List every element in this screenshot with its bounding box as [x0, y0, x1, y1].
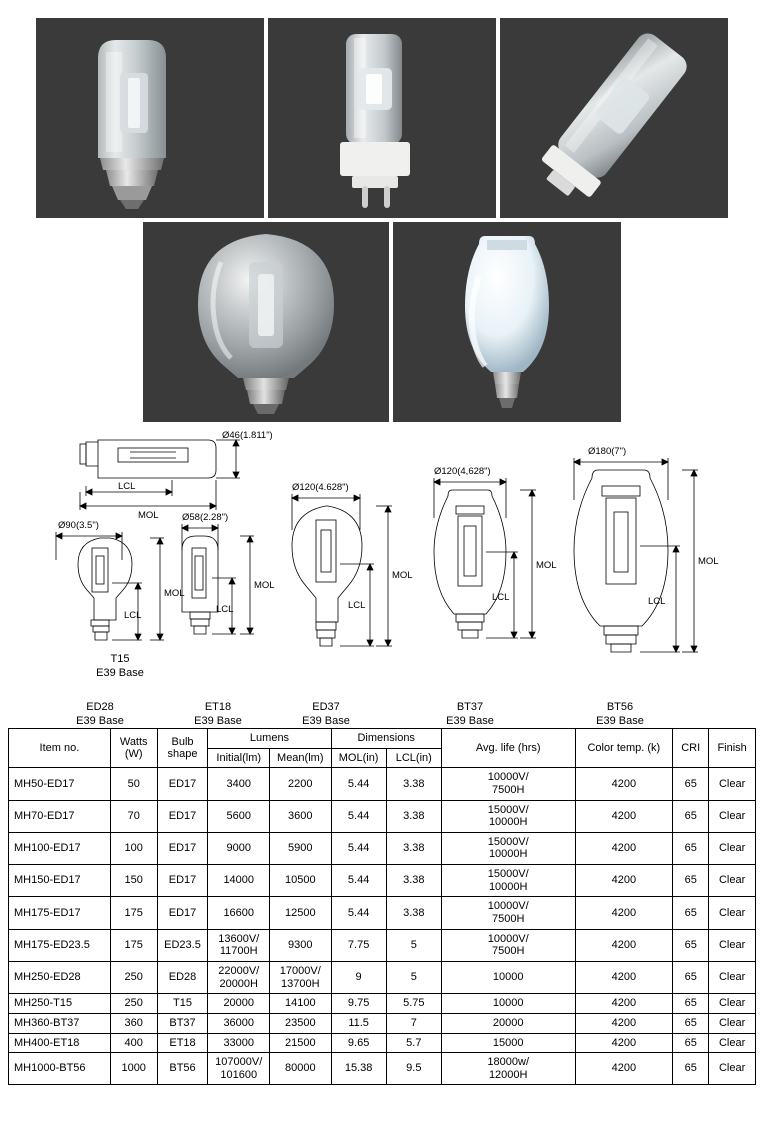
cell-life: 15000V/ 10000H: [441, 832, 575, 864]
cell-finish: Clear: [709, 961, 756, 993]
cell-watts: 150: [110, 865, 157, 897]
diagram-dim-lcl-ed37: LCL: [348, 600, 366, 611]
diagram-dim-lcl-bt56: LCL: [648, 596, 666, 607]
cell-mean: 10500: [270, 865, 332, 897]
spec-table-header-row-1: [9, 729, 756, 749]
photo-metal-halide-bt56-coated-lamp: [393, 222, 621, 422]
cell-finish: Clear: [709, 1013, 756, 1033]
cell-finish: Clear: [709, 1053, 756, 1085]
cell-finish: Clear: [709, 897, 756, 929]
cell-finish: Clear: [709, 929, 756, 961]
cell-lcl: 3.38: [386, 832, 441, 864]
cell-finish: Clear: [709, 865, 756, 897]
cell-bulb: T15: [157, 994, 208, 1014]
cell-initial: 9000: [208, 832, 270, 864]
diagram-dim-lcl-t15: LCL: [118, 481, 136, 492]
cell-lcl: 7: [386, 1013, 441, 1033]
cell-mean: 9300: [270, 929, 332, 961]
table-row: [9, 961, 756, 993]
cell-lcl: 3.38: [386, 768, 441, 800]
diagram-diameter-ed28: Ø90(3.5"): [58, 520, 99, 531]
diagram-shape-ed37: [292, 494, 392, 646]
cell-lcl: 5: [386, 961, 441, 993]
table-row: [9, 897, 756, 929]
header-finish: Finish: [709, 729, 756, 768]
diagram-label-et18: ET18: [204, 701, 232, 713]
cell-cri: 65: [673, 832, 709, 864]
header-lcl-in: LCL(in): [386, 748, 441, 768]
cell-lcl: 3.38: [386, 865, 441, 897]
cell-bulb: BT37: [157, 1013, 208, 1033]
cell-bulb: ED17: [157, 832, 208, 864]
cell-lcl: 5.7: [386, 1033, 441, 1053]
diagram-shape-et18: [182, 524, 254, 634]
spec-table: [8, 728, 756, 1085]
cell-mean: 21500: [270, 1033, 332, 1053]
diagram-shape-t15: [80, 440, 240, 510]
cell-mean: 3600: [270, 800, 332, 832]
cell-watts: 175: [110, 897, 157, 929]
cell-temp: 4200: [575, 1053, 673, 1085]
cell-cri: 65: [673, 865, 709, 897]
diagram-diameter-bt56: Ø180(7"): [588, 446, 627, 457]
cell-mol: 9.75: [331, 994, 386, 1014]
cell-mol: 5.44: [331, 832, 386, 864]
header-watts: [110, 729, 157, 768]
cell-bulb: ET18: [157, 1033, 208, 1053]
diagram-diameter-ed37: Ø120(4.628"): [292, 482, 349, 493]
cell-initial: 16600: [208, 897, 270, 929]
cell-mean: 80000: [270, 1053, 332, 1085]
cell-mol: 5.44: [331, 768, 386, 800]
diagram-dim-mol-ed28: MOL: [164, 588, 185, 599]
table-row: [9, 832, 756, 864]
cell-lcl: 5: [386, 929, 441, 961]
header-watts-line1: Watts: [119, 735, 148, 748]
cell-bulb: ED17: [157, 865, 208, 897]
cell-watts: 1000: [110, 1053, 157, 1085]
cell-mol: 7.75: [331, 929, 386, 961]
photo-metal-halide-ed17-lamp: [36, 18, 264, 218]
diagram-label-bt56: BT56: [606, 701, 634, 713]
cell-item: MH175-ED23.5: [9, 929, 111, 961]
diagram-base-bt56: E39 Base: [596, 715, 644, 727]
photo-metal-halide-t15-double-ended-lamp: [268, 18, 496, 218]
diagram-dim-lcl-et18: LCL: [216, 604, 234, 615]
cell-cri: 65: [673, 961, 709, 993]
cell-finish: Clear: [709, 1033, 756, 1053]
cell-temp: 4200: [575, 1033, 673, 1053]
cell-item: MH50-ED17: [9, 768, 111, 800]
cell-bulb: ED17: [157, 768, 208, 800]
cell-mean: 5900: [270, 832, 332, 864]
cell-bulb: BT56: [157, 1053, 208, 1085]
cell-life: 10000V/ 7500H: [441, 768, 575, 800]
diagram-base-bt37: E39 Base: [446, 715, 494, 727]
cell-mol: 5.44: [331, 865, 386, 897]
photo-metal-halide-tubular-lamp: [500, 18, 728, 218]
dimension-diagram: [0, 428, 764, 728]
cell-temp: 4200: [575, 832, 673, 864]
diagram-label-ed28: ED28: [86, 701, 114, 713]
cell-initial: 13600V/ 11700H: [208, 929, 270, 961]
cell-initial: 36000: [208, 1013, 270, 1033]
cell-finish: Clear: [709, 832, 756, 864]
diagram-shape-bt37: [434, 478, 536, 638]
cell-lcl: 3.38: [386, 800, 441, 832]
table-row: [9, 929, 756, 961]
cell-finish: Clear: [709, 994, 756, 1014]
cell-mean: 17000V/ 13700H: [270, 961, 332, 993]
cell-life: 10000: [441, 961, 575, 993]
photo-metal-halide-ed37-clear-lamp: [143, 222, 389, 422]
cell-temp: 4200: [575, 994, 673, 1014]
cell-temp: 4200: [575, 929, 673, 961]
cell-cri: 65: [673, 897, 709, 929]
table-row: [9, 994, 756, 1014]
cell-item: MH1000-BT56: [9, 1053, 111, 1085]
cell-item: MH400-ET18: [9, 1033, 111, 1053]
cell-life: 10000: [441, 994, 575, 1014]
diagram-label-t15: T15: [110, 653, 130, 665]
cell-life: 15000V/ 10000H: [441, 800, 575, 832]
cell-watts: 400: [110, 1033, 157, 1053]
cell-initial: 3400: [208, 768, 270, 800]
diagram-diameter-t15: Ø46(1.811"): [222, 430, 273, 441]
cell-item: MH150-ED17: [9, 865, 111, 897]
cell-lcl: 5.75: [386, 994, 441, 1014]
cell-bulb: ED28: [157, 961, 208, 993]
cell-initial: 22000V/ 20000H: [208, 961, 270, 993]
cell-cri: 65: [673, 994, 709, 1014]
cell-lcl: 9.5: [386, 1053, 441, 1085]
cell-cri: 65: [673, 929, 709, 961]
header-lumens: Lumens: [208, 729, 331, 749]
cell-temp: 4200: [575, 961, 673, 993]
diagram-base-ed28: E39 Base: [76, 715, 124, 727]
cell-watts: 360: [110, 1013, 157, 1033]
diagram-dim-mol-bt56: MOL: [698, 556, 719, 567]
diagram-diameter-bt37: Ø120(4,628"): [434, 466, 491, 477]
cell-bulb: ED17: [157, 897, 208, 929]
diagram-dim-mol-bt37: MOL: [536, 560, 557, 571]
diagram-shape-ed28: [56, 532, 164, 640]
cell-temp: 4200: [575, 800, 673, 832]
header-cri: CRI: [673, 729, 709, 768]
header-mol-in: MOL(in): [331, 748, 386, 768]
photo-gallery-row-1: [0, 0, 764, 218]
table-row: [9, 1033, 756, 1053]
header-bulb-shape: [157, 729, 208, 768]
cell-mean: 2200: [270, 768, 332, 800]
cell-finish: Clear: [709, 800, 756, 832]
header-item-no: Item no.: [9, 729, 111, 768]
cell-mol: 5.44: [331, 897, 386, 929]
spec-table-body: [9, 768, 756, 1085]
cell-watts: 70: [110, 800, 157, 832]
cell-mol: 15.38: [331, 1053, 386, 1085]
cell-watts: 50: [110, 768, 157, 800]
diagram-dim-mol-et18: MOL: [254, 580, 275, 591]
cell-initial: 20000: [208, 994, 270, 1014]
cell-finish: Clear: [709, 768, 756, 800]
table-row: [9, 1053, 756, 1085]
spec-table-wrapper: [0, 728, 764, 1091]
cell-lcl: 3.38: [386, 897, 441, 929]
diagram-base-et18: E39 Base: [194, 715, 242, 727]
cell-watts: 250: [110, 994, 157, 1014]
cell-item: MH175-ED17: [9, 897, 111, 929]
cell-item: MH250-ED28: [9, 961, 111, 993]
header-bulb-line1: Bulb: [171, 735, 194, 748]
cell-watts: 100: [110, 832, 157, 864]
table-row: [9, 800, 756, 832]
cell-temp: 4200: [575, 1013, 673, 1033]
cell-mol: 11.5: [331, 1013, 386, 1033]
cell-life: 15000V/ 10000H: [441, 865, 575, 897]
spec-table-head: [9, 729, 756, 768]
header-bulb-line2: shape: [167, 748, 198, 761]
cell-mean: 12500: [270, 897, 332, 929]
cell-life: 15000: [441, 1033, 575, 1053]
cell-cri: 65: [673, 800, 709, 832]
cell-temp: 4200: [575, 897, 673, 929]
cell-bulb: ED23.5: [157, 929, 208, 961]
cell-temp: 4200: [575, 768, 673, 800]
cell-mol: 9.65: [331, 1033, 386, 1053]
diagram-shape-bt56: [574, 458, 698, 652]
cell-life: 20000: [441, 1013, 575, 1033]
cell-initial: 33000: [208, 1033, 270, 1053]
cell-item: MH70-ED17: [9, 800, 111, 832]
cell-cri: 65: [673, 768, 709, 800]
header-mean-lm: Mean(lm): [270, 748, 332, 768]
diagram-base-ed37: E39 Base: [302, 715, 350, 727]
header-avg-life: Avg. life (hrs): [441, 729, 575, 768]
diagram-base-t15: E39 Base: [96, 667, 144, 679]
header-watts-line2: (W): [124, 748, 143, 761]
cell-item: MH100-ED17: [9, 832, 111, 864]
cell-initial: 5600: [208, 800, 270, 832]
diagram-dim-lcl-bt37: LCL: [492, 592, 510, 603]
cell-life: 10000V/ 7500H: [441, 929, 575, 961]
diagram-dim-mol-t15: MOL: [138, 510, 159, 521]
table-row: [9, 1013, 756, 1033]
cell-item: MH250-T15: [9, 994, 111, 1014]
header-dimensions: Dimensions: [331, 729, 441, 749]
cell-mean: 14100: [270, 994, 332, 1014]
diagram-dim-lcl-ed28: LCL: [124, 610, 142, 621]
cell-initial: 14000: [208, 865, 270, 897]
cell-watts: 250: [110, 961, 157, 993]
cell-bulb: ED17: [157, 800, 208, 832]
diagram-label-bt37: BT37: [456, 701, 484, 713]
header-initial-lm: Initial(lm): [208, 748, 270, 768]
cell-life: 10000V/ 7500H: [441, 897, 575, 929]
cell-watts: 175: [110, 929, 157, 961]
cell-mol: 5.44: [331, 800, 386, 832]
cell-mol: 9: [331, 961, 386, 993]
cell-cri: 65: [673, 1033, 709, 1053]
cell-temp: 4200: [575, 865, 673, 897]
cell-initial: 107000V/ 101600: [208, 1053, 270, 1085]
cell-cri: 65: [673, 1053, 709, 1085]
cell-cri: 65: [673, 1013, 709, 1033]
diagram-diameter-et18: Ø58(2.28"): [182, 512, 229, 523]
header-color-temp: Color temp. (k): [575, 729, 673, 768]
diagram-dim-mol-ed37: MOL: [392, 570, 413, 581]
cell-item: MH360-BT37: [9, 1013, 111, 1033]
cell-mean: 23500: [270, 1013, 332, 1033]
photo-gallery-row-2: [0, 222, 764, 422]
table-row: [9, 768, 756, 800]
table-row: [9, 865, 756, 897]
cell-life: 18000w/ 12000H: [441, 1053, 575, 1085]
diagram-label-ed37: ED37: [312, 701, 340, 713]
